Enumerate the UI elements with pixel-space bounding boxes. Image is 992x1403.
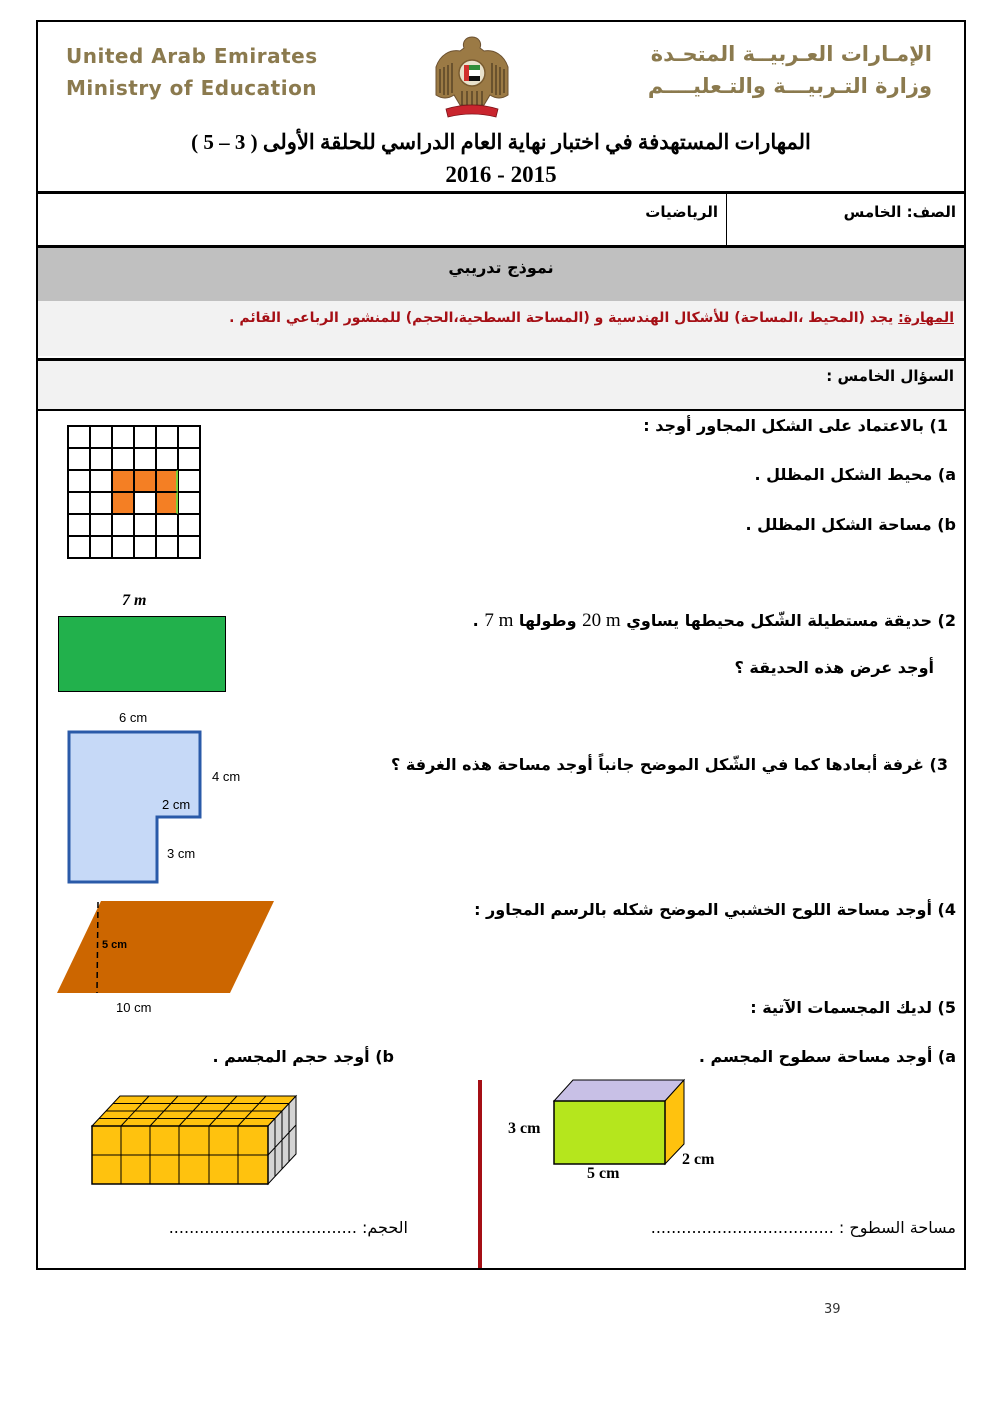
room-top-label: 6 cm xyxy=(119,710,148,725)
volume-answer-line[interactable]: الحجم: ..................................... xyxy=(168,1218,408,1237)
page-number: 39 xyxy=(824,1302,841,1317)
arabic-header-line1: الإمـارات العـربيــة المتحـدة xyxy=(650,42,932,66)
english-header-line1: United Arab Emirates xyxy=(66,44,318,68)
english-header-line2: Ministry of Education xyxy=(66,76,318,100)
q5-part-b: b) أوجد حجم المجسم . xyxy=(212,1047,394,1066)
q2-perimeter: 20 m xyxy=(582,610,621,631)
q2-text-part3: . xyxy=(472,611,485,630)
prism-depth-label: 2 cm xyxy=(682,1151,715,1168)
model-label: نموذج تدريبي xyxy=(448,258,554,277)
q2-line2: أوجد عرض هذه الحديقة ؟ xyxy=(734,658,934,677)
question-header: السؤال الخامس : xyxy=(826,367,954,385)
skill-text xyxy=(54,310,954,326)
q1-part-b: b) مساحة الشكل المظلل . xyxy=(745,515,956,534)
q5-stem: 5) لديك المجسمات الآتية : xyxy=(750,998,956,1017)
divider xyxy=(36,409,966,411)
q2-length: 7 m xyxy=(484,610,514,631)
academic-year: 2016 - 2015 xyxy=(445,162,557,187)
q4-text: 4) أوجد مساحة اللوح الخشبي الموضح شكله بالرسم المجاور : xyxy=(474,900,956,919)
wooden-board-parallelogram-figure xyxy=(56,898,276,998)
divider xyxy=(36,191,966,194)
q5-part-a: a) أوجد مساحة سطوح المجسم . xyxy=(698,1047,956,1066)
q2-text-part2: وطولها xyxy=(513,611,583,630)
room-lower-label: 3 cm xyxy=(167,846,196,861)
q2-text xyxy=(473,610,956,632)
unit-cubes-block-figure xyxy=(90,1082,300,1188)
garden-length-label: 7 m xyxy=(122,592,147,609)
garden-rectangle-figure xyxy=(58,616,226,692)
prism-height-label: 3 cm xyxy=(508,1120,541,1137)
q1-stem: 1) بالاعتماد على الشكل المجاور أوجد : xyxy=(643,416,948,435)
room-l-shape-figure xyxy=(58,705,258,885)
uae-falcon-emblem-icon xyxy=(432,33,512,121)
cell-divider xyxy=(726,193,727,246)
room-right-label: 4 cm xyxy=(212,769,241,784)
skill-label: المهارة: xyxy=(898,310,954,326)
prism-length-label: 5 cm xyxy=(587,1165,620,1182)
shaded-grid-figure xyxy=(67,425,201,559)
board-height-label: 5 cm xyxy=(102,939,128,951)
surface-area-answer-line[interactable]: مساحة السطوح : .................................... xyxy=(650,1218,956,1237)
arabic-header-line2: وزارة التـربيـــة والتـعليــــم xyxy=(647,74,932,98)
skill-description: يجد (المحيط ،المساحة) للأشكال الهندسية و (المساحة السطحية،الحجم) للمنشور الرباعي القائم . xyxy=(229,310,899,326)
main-title: المهارات المستهدفة في اختبار نهاية العام الدراسي للحلقة الأولى ( 3 – 5 ) xyxy=(191,130,811,154)
q3-text: 3) غرفة أبعادها كما في الشّكل الموضح جانباً أوجد مساحة هذه الغرفة ؟ xyxy=(391,755,948,774)
column-divider xyxy=(478,1080,482,1268)
board-base-label: 10 cm xyxy=(116,1000,152,1015)
q1-part-a: a) محيط الشكل المظلل . xyxy=(754,465,956,484)
rectangular-prism-figure xyxy=(550,1076,690,1166)
q2-text-part1: 2) حديقة مستطيلة الشّكل محيطها يساوي xyxy=(620,611,956,630)
grade-label: الصف: الخامس xyxy=(843,203,956,221)
subject-label: الرياضيات xyxy=(645,203,718,221)
room-step-label: 2 cm xyxy=(162,797,191,812)
